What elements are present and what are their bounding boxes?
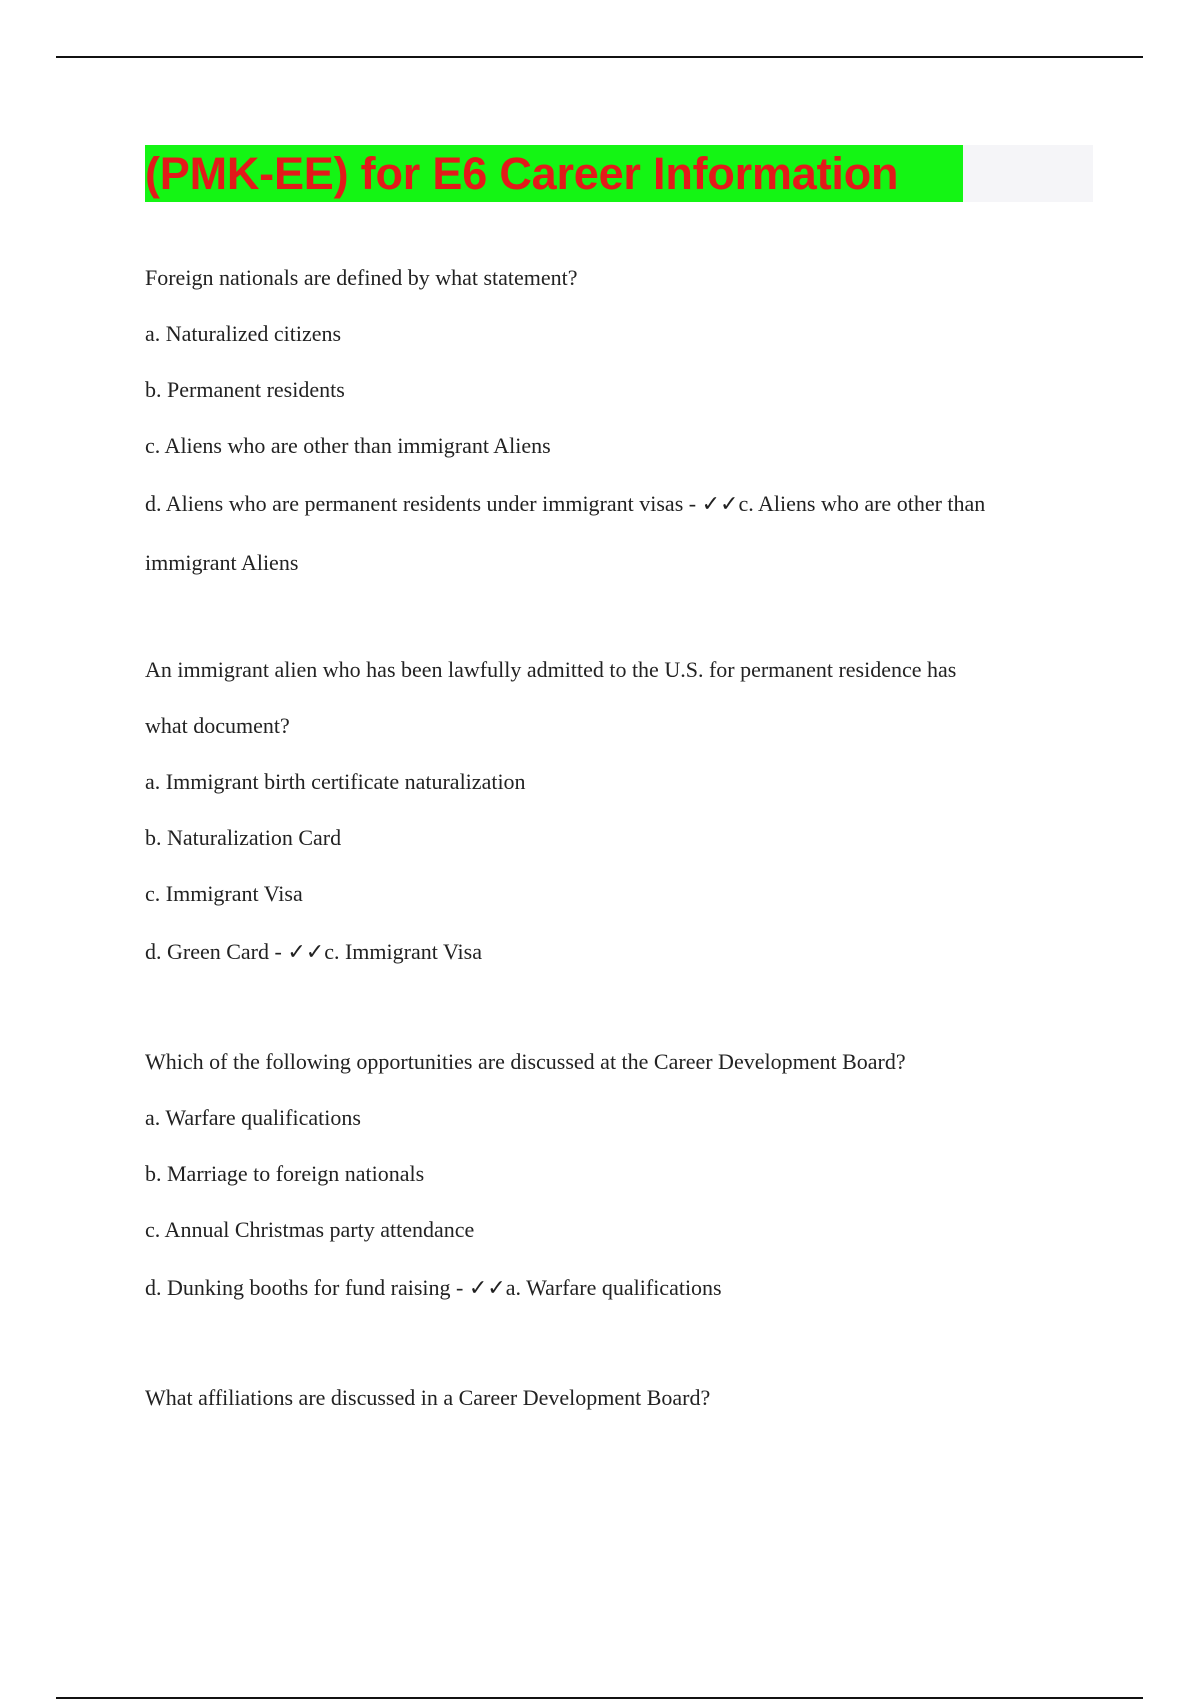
question-text: Which of the following opportunities are discussed at the Career Development Board? — [145, 1049, 906, 1074]
option-d: d. Dunking booths for fund raising - — [145, 1275, 469, 1300]
answer-text: c. Immigrant Visa — [324, 939, 482, 964]
footer-rule — [56, 1697, 1143, 1699]
question-block-4 — [145, 1370, 1095, 1426]
answer-text: c. Aliens who are other than — [738, 491, 986, 516]
option-b: b. Marriage to foreign nationals — [145, 1161, 425, 1186]
option-a: a. Naturalized citizens — [145, 321, 342, 346]
option-c: c. Annual Christmas party attendance — [145, 1217, 475, 1242]
question-block-3 — [145, 1034, 1095, 1319]
double-check-icon: ✓✓ — [287, 940, 325, 965]
answer-text: a. Warfare qualifications — [505, 1275, 722, 1300]
document-body — [145, 250, 1095, 1426]
option-c: c. Aliens who are other than immigrant Aliens — [145, 433, 551, 458]
option-d-with-answer — [145, 922, 1095, 983]
option-c: c. Immigrant Visa — [145, 881, 303, 906]
question-text: What affiliations are discussed in a Career Development Board? — [145, 1385, 711, 1410]
question-block-2 — [145, 642, 1095, 983]
title-banner — [145, 145, 1093, 202]
document-title: (PMK-EE) for E6 Career Information — [145, 145, 963, 202]
question-text: Foreign nationals are defined by what statement? — [145, 265, 578, 290]
answer-text-continued: immigrant Aliens — [145, 550, 299, 575]
question-text: An immigrant alien who has been lawfully admitted to the U.S. for permanent residence has — [145, 657, 957, 682]
question-text-continued: what document? — [145, 713, 290, 738]
double-check-icon: ✓✓ — [701, 492, 739, 517]
option-a: a. Immigrant birth certificate naturalization — [145, 769, 526, 794]
header-rule — [56, 56, 1143, 58]
double-check-icon: ✓✓ — [468, 1276, 506, 1301]
option-d: d. Green Card - — [145, 939, 288, 964]
question-block-1 — [145, 250, 1095, 591]
option-b: b. Permanent residents — [145, 377, 345, 402]
option-b: b. Naturalization Card — [145, 825, 342, 850]
option-d: d. Aliens who are permanent residents under immigrant visas - — [145, 491, 702, 516]
option-d-with-answer — [145, 474, 1095, 535]
option-a: a. Warfare qualifications — [145, 1105, 361, 1130]
option-d-with-answer — [145, 1258, 1095, 1319]
